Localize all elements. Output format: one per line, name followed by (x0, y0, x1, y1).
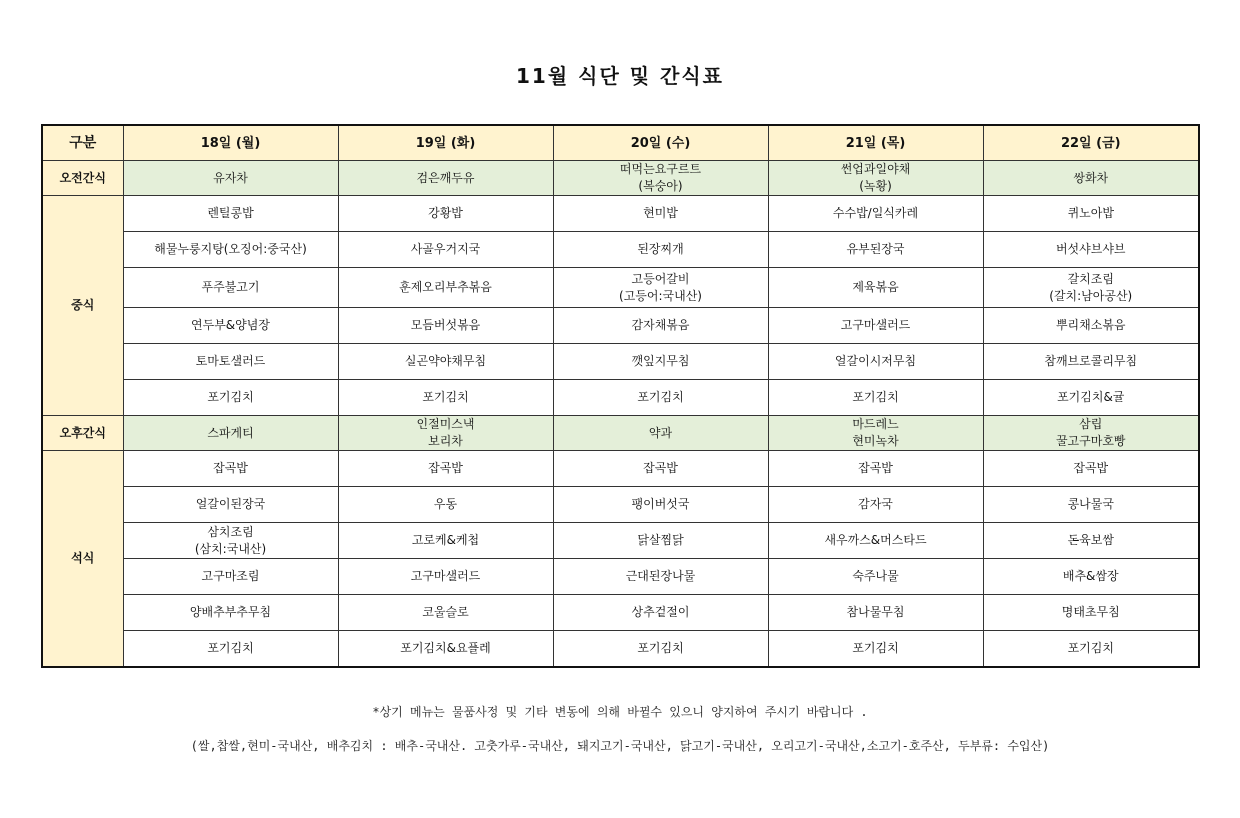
menu-cell (983, 161, 1199, 196)
menu-item: 닭살찜닭 (637, 533, 684, 547)
menu-item: 양배추부추무침 (189, 605, 272, 619)
lunch-row (42, 232, 1199, 268)
menu-cell (338, 523, 553, 559)
menu-item: 유부된장국 (846, 242, 905, 256)
menu-item: 뿌리채소볶음 (1055, 318, 1126, 332)
menu-item: (복숭아) (638, 179, 683, 193)
menu-item: 포기김치&요플레 (400, 641, 491, 655)
menu-item: 상추겉절이 (631, 605, 690, 619)
day-header: 21일 (목) (768, 125, 983, 161)
menu-cell (123, 308, 338, 344)
lunch-row (42, 380, 1199, 416)
menu-cell (983, 344, 1199, 380)
menu-item: 마드레느 (852, 417, 899, 431)
menu-item: 보리차 (428, 434, 463, 448)
notice-text: *상기 메뉴는 물품사정 및 기타 변동에 의해 바뀔수 있으니 양지하여 주시기 바랍니다 . (372, 705, 868, 719)
menu-item: 푸주불고기 (201, 280, 260, 294)
menu-cell (768, 308, 983, 344)
menu-cell (123, 161, 338, 196)
menu-cell (983, 232, 1199, 268)
menu-item: 팽이버섯국 (631, 497, 690, 511)
menu-item: 렌틸콩밥 (207, 206, 254, 220)
menu-item: 갈치조림 (1067, 271, 1114, 286)
menu-item: 명태초무침 (1061, 605, 1120, 619)
menu-item: 약과 (648, 425, 673, 440)
menu-item: 된장찌개 (637, 242, 684, 256)
menu-item: (녹황) (859, 179, 892, 193)
menu-item: 코울슬로 (422, 605, 469, 619)
menu-item: 삼치조림 (207, 524, 254, 539)
menu-item: 검은깨두유 (416, 170, 475, 185)
menu-item: 고구마샐러드 (840, 318, 911, 332)
lunch-row (42, 196, 1199, 232)
menu-item: 포기김치&귤 (1057, 390, 1125, 404)
dinner-row (42, 523, 1199, 559)
category-label: 석식 (42, 451, 123, 668)
menu-item: 쌍화차 (1073, 170, 1109, 185)
menu-cell (983, 559, 1199, 595)
menu-cell (768, 344, 983, 380)
menu-item: 잡곡밥 (213, 461, 248, 475)
menu-item: 인절미스낵 (416, 417, 475, 431)
menu-item: 감자채볶음 (631, 318, 690, 332)
menu-cell (768, 559, 983, 595)
menu-cell (123, 416, 338, 451)
menu-item: 포기김치 (422, 390, 469, 404)
menu-item: 배추&쌈장 (1062, 569, 1119, 583)
menu-cell (553, 268, 768, 308)
menu-item: 근대된장나물 (625, 569, 696, 583)
menu-item: 돈육보쌈 (1067, 533, 1114, 547)
menu-cell (123, 451, 338, 487)
menu-item: 실곤약야채무침 (404, 354, 487, 368)
menu-cell (768, 487, 983, 523)
menu-cell (553, 559, 768, 595)
menu-item: 퀴노아밥 (1067, 206, 1114, 220)
menu-cell (338, 344, 553, 380)
menu-item: 유자차 (213, 170, 248, 185)
category-header: 구분 (42, 125, 123, 161)
lunch-row (42, 268, 1199, 308)
menu-item: 콩나물국 (1067, 497, 1114, 511)
menu-cell (983, 451, 1199, 487)
lunch-row (42, 344, 1199, 380)
menu-cell (123, 268, 338, 308)
menu-item: 연두부&양념장 (191, 318, 270, 332)
origin-note: (쌀,찹쌀,현미-국내산, 배추김치 : 배추-국내산. 고춧가루-국내산, 돼지고기-국내산, 닭고기-국내산, 오리고기-국내산,소고기-호주산, 두부류: 수입산) (190, 739, 1050, 753)
menu-cell (123, 344, 338, 380)
menu-item: (고등어:국내산) (619, 288, 702, 303)
menu-cell (983, 416, 1199, 451)
menu-cell (768, 451, 983, 487)
menu-item: 우동 (433, 497, 458, 511)
menu-cell (983, 523, 1199, 559)
menu-item: 삼립 (1079, 417, 1103, 431)
category-label: 오전간식 (42, 161, 123, 196)
menu-item: 썬업과일야채 (840, 162, 911, 176)
menu-cell (768, 595, 983, 631)
menu-item: 버섯샤브샤브 (1055, 242, 1126, 256)
menu-cell (768, 232, 983, 268)
menu-item: 모듬버섯볶음 (410, 318, 481, 332)
menu-item: 스파게티 (207, 425, 254, 440)
menu-item: 포기김치 (852, 390, 899, 404)
dinner-row (42, 631, 1199, 668)
menu-cell (338, 631, 553, 668)
menu-cell (553, 232, 768, 268)
menu-cell (123, 631, 338, 668)
page-title: 11월 식단 및 간식표 (516, 64, 724, 88)
menu-cell (768, 523, 983, 559)
menu-item: 잡곡밥 (643, 461, 678, 475)
menu-cell (123, 196, 338, 232)
menu-item: 잡곡밥 (428, 461, 463, 475)
menu-item: 잡곡밥 (858, 461, 893, 475)
menu-cell (123, 523, 338, 559)
menu-cell (338, 380, 553, 416)
menu-cell (338, 308, 553, 344)
menu-cell (123, 487, 338, 523)
menu-cell (553, 196, 768, 232)
dinner-row (42, 559, 1199, 595)
menu-item: 고로케&케첩 (411, 533, 480, 547)
menu-item: 꿀고구마호빵 (1055, 434, 1126, 448)
menu-item: 깻잎지무침 (631, 354, 690, 368)
menu-item: 제육볶음 (852, 280, 899, 294)
menu-item: 감자국 (858, 497, 893, 511)
menu-cell (768, 268, 983, 308)
day-header: 18일 (월) (123, 125, 338, 161)
day-header: 22일 (금) (983, 125, 1199, 161)
menu-cell (768, 631, 983, 668)
menu-cell (983, 268, 1199, 308)
menu-cell (123, 595, 338, 631)
menu-cell (338, 196, 553, 232)
menu-cell (983, 595, 1199, 631)
menu-cell (553, 523, 768, 559)
menu-cell (553, 451, 768, 487)
menu-item: 포기김치 (207, 390, 254, 404)
dinner-row (42, 487, 1199, 523)
menu-item: 참나물무침 (846, 605, 905, 619)
menu-cell (553, 380, 768, 416)
menu-cell (983, 380, 1199, 416)
menu-cell (123, 559, 338, 595)
menu-cell (338, 416, 553, 451)
menu-cell (768, 380, 983, 416)
day-header: 20일 (수) (553, 125, 768, 161)
meal-table (41, 124, 1200, 668)
menu-item: 고등어갈비 (631, 271, 690, 286)
menu-cell (768, 161, 983, 196)
header-row (42, 125, 1199, 161)
menu-item: 얼갈이시저무침 (834, 354, 917, 368)
category-label: 중식 (42, 196, 123, 416)
menu-cell (553, 487, 768, 523)
menu-cell (768, 416, 983, 451)
menu-item: 포기김치 (1067, 641, 1114, 655)
menu-item: 토마토샐러드 (195, 354, 266, 368)
menu-cell (338, 559, 553, 595)
menu-cell (553, 161, 768, 196)
menu-item: 포기김치 (852, 641, 899, 655)
lunch-row (42, 308, 1199, 344)
menu-cell (338, 232, 553, 268)
day-header: 19일 (화) (338, 125, 553, 161)
menu-cell (983, 487, 1199, 523)
menu-cell (983, 308, 1199, 344)
menu-item: 포기김치 (637, 390, 684, 404)
menu-item: 고구마조림 (201, 569, 260, 583)
category-label: 오후간식 (42, 416, 123, 451)
menu-item: 얼갈이된장국 (195, 497, 266, 511)
menu-item: 참깨브로콜리무침 (1044, 354, 1138, 368)
menu-item: 현미녹차 (852, 434, 899, 448)
menu-item: 포기김치 (207, 641, 254, 655)
menu-item: 떠먹는요구르트 (619, 162, 702, 176)
menu-cell (338, 595, 553, 631)
menu-cell (553, 631, 768, 668)
morning-snack-row (42, 161, 1199, 196)
menu-item: 수수밥/일식카레 (832, 206, 919, 220)
menu-item: 강황밥 (428, 206, 463, 220)
menu-item: 현미밥 (643, 206, 678, 220)
menu-cell (338, 487, 553, 523)
menu-cell (553, 308, 768, 344)
menu-item: 해물누룽지탕(오징어:중국산) (154, 242, 307, 256)
menu-cell (768, 196, 983, 232)
afternoon-snack-row (42, 416, 1199, 451)
menu-item: 사골우거지국 (410, 242, 481, 256)
menu-item: 새우까스&머스타드 (824, 533, 927, 547)
menu-cell (553, 595, 768, 631)
dinner-row (42, 451, 1199, 487)
menu-cell (338, 161, 553, 196)
menu-item: 포기김치 (637, 641, 684, 655)
menu-item: 고구마샐러드 (410, 569, 481, 583)
menu-cell (338, 451, 553, 487)
menu-cell (338, 268, 553, 308)
menu-item: (갈치:남아공산) (1049, 288, 1133, 303)
dinner-row (42, 595, 1199, 631)
menu-item: 훈제오리부추볶음 (399, 280, 492, 294)
menu-cell (123, 232, 338, 268)
menu-item: (삼치:국내산) (194, 541, 267, 556)
menu-item: 숙주나물 (852, 569, 899, 583)
menu-item: 잡곡밥 (1073, 461, 1109, 475)
menu-cell (553, 416, 768, 451)
menu-cell (983, 196, 1199, 232)
menu-cell (553, 344, 768, 380)
menu-cell (983, 631, 1199, 668)
menu-cell (123, 380, 338, 416)
